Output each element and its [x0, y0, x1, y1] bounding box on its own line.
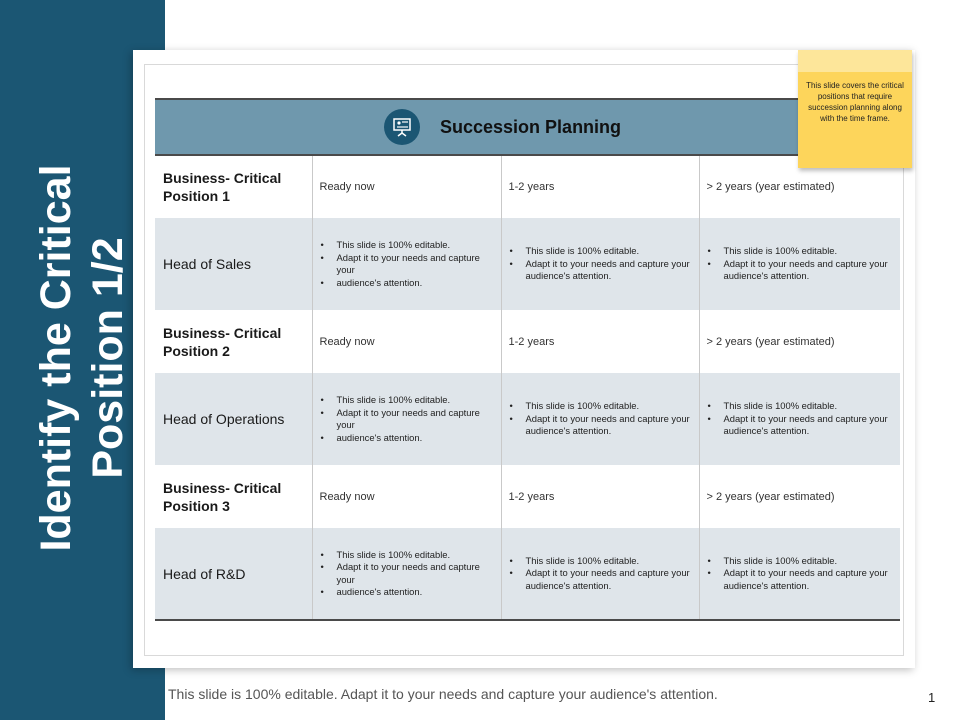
role-row	[155, 373, 900, 465]
table-header-title: Succession Planning	[440, 116, 622, 137]
bullet-item: • This slide is 100% editable.	[706, 555, 897, 568]
slide-title: Identify the Critical Position 1/2	[32, 164, 132, 552]
candidate-cell	[312, 373, 501, 465]
candidate-cell	[501, 218, 699, 310]
candidate-cell	[699, 528, 900, 620]
bullet-item: • Adapt it to your needs and capture your audience's attention.	[706, 413, 897, 438]
bullet-item: • This slide is 100% editable.	[706, 400, 897, 413]
bullet-item: • Adapt it to your needs and capture your	[319, 407, 497, 432]
bullet-item: • This slide is 100% editable.	[508, 400, 695, 413]
bullet-item: • Adapt it to your needs and capture your audience's attention.	[706, 567, 897, 592]
bullet-item: • audience's attention.	[319, 432, 497, 445]
candidate-cell	[699, 373, 900, 465]
bullet-item: • audience's attention.	[319, 277, 497, 290]
bullet-item: • This slide is 100% editable.	[319, 549, 497, 562]
bullet-item: • Adapt it to your needs and capture your	[319, 252, 497, 277]
bullet-item: • Adapt it to your needs and capture your audience's attention.	[508, 258, 695, 283]
sticky-note-text: This slide covers the critical positions that require succession planning along with the time frame.	[806, 81, 904, 123]
role-name: Head of Sales	[155, 218, 312, 310]
role-name: Head of Operations	[155, 373, 312, 465]
position-row	[155, 465, 900, 528]
footer-note: This slide is 100% editable. Adapt it to your needs and capture your audience's attention.	[168, 686, 718, 702]
sticky-note	[798, 50, 912, 168]
bullet-item: • This slide is 100% editable.	[508, 245, 695, 258]
role-name: Head of R&D	[155, 528, 312, 620]
bullet-item: • Adapt it to your needs and capture your audience's attention.	[706, 258, 897, 283]
candidate-cell	[699, 218, 900, 310]
timeframe-over-2-years: > 2 years (year estimated)	[699, 155, 900, 218]
position-name: Business- Critical Position 3	[155, 465, 312, 528]
bullet-item: • Adapt it to your needs and capture your audience's attention.	[508, 413, 695, 438]
role-row	[155, 528, 900, 620]
bullet-item: • This slide is 100% editable.	[319, 394, 497, 407]
timeframe-ready-now: Ready now	[312, 310, 501, 373]
role-row	[155, 218, 900, 310]
timeframe-over-2-years: > 2 years (year estimated)	[699, 310, 900, 373]
candidate-cell	[312, 218, 501, 310]
table-header-row	[155, 99, 900, 155]
timeframe-ready-now: Ready now	[312, 465, 501, 528]
timeframe-1-2-years: 1-2 years	[501, 310, 699, 373]
succession-table	[155, 98, 900, 621]
bullet-item: • This slide is 100% editable.	[319, 239, 497, 252]
bullet-item: • This slide is 100% editable.	[706, 245, 897, 258]
candidate-cell	[312, 528, 501, 620]
timeframe-1-2-years: 1-2 years	[501, 465, 699, 528]
timeframe-over-2-years: > 2 years (year estimated)	[699, 465, 900, 528]
timeframe-ready-now: Ready now	[312, 155, 501, 218]
timeframe-1-2-years: 1-2 years	[501, 155, 699, 218]
bullet-item: • audience's attention.	[319, 586, 497, 599]
bullet-item: • Adapt it to your needs and capture your	[319, 561, 497, 586]
position-row	[155, 155, 900, 218]
table-header-cell	[155, 99, 900, 155]
position-name: Business- Critical Position 1	[155, 155, 312, 218]
sticky-note-band	[798, 50, 912, 72]
bullet-item: • This slide is 100% editable.	[508, 555, 695, 568]
position-name: Business- Critical Position 2	[155, 310, 312, 373]
candidate-cell	[501, 373, 699, 465]
position-row	[155, 310, 900, 373]
presentation-board-icon	[384, 109, 420, 145]
page-number: 1	[928, 690, 936, 705]
bullet-item: • Adapt it to your needs and capture your audience's attention.	[508, 567, 695, 592]
candidate-cell	[501, 528, 699, 620]
